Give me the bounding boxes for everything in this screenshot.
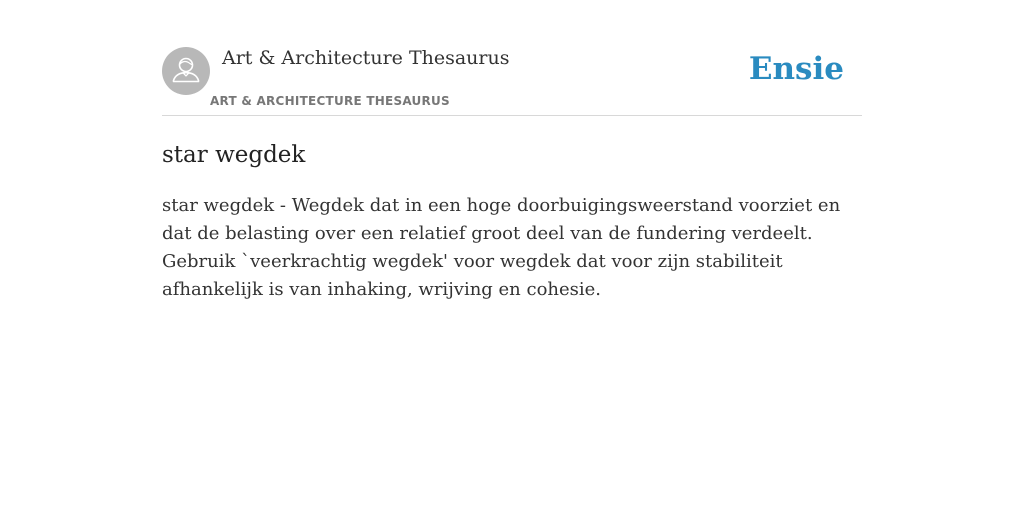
source-title[interactable]: Art & Architecture Thesaurus <box>222 47 510 69</box>
entry-definition: star wegdek - Wegdek dat in een hoge doorbuigingsweerstand voorziet en dat de belasting over een relatief groot deel van de fundering verdeelt. Gebruik `veerkrachtig wegdek' voor wegdek dat voor zijn stabiliteit afhankelijk is van inhaking, wrijving en cohesie. <box>162 195 841 300</box>
source-caption[interactable]: ART & ARCHITECTURE THESAURUS <box>210 94 450 108</box>
content-container <box>162 0 862 300</box>
ensie-logo[interactable]: Ensie <box>748 51 844 87</box>
entry-header <box>162 0 862 116</box>
entry-headword: star wegdek <box>162 142 306 168</box>
avatar[interactable] <box>162 47 210 95</box>
user-icon <box>162 47 210 95</box>
